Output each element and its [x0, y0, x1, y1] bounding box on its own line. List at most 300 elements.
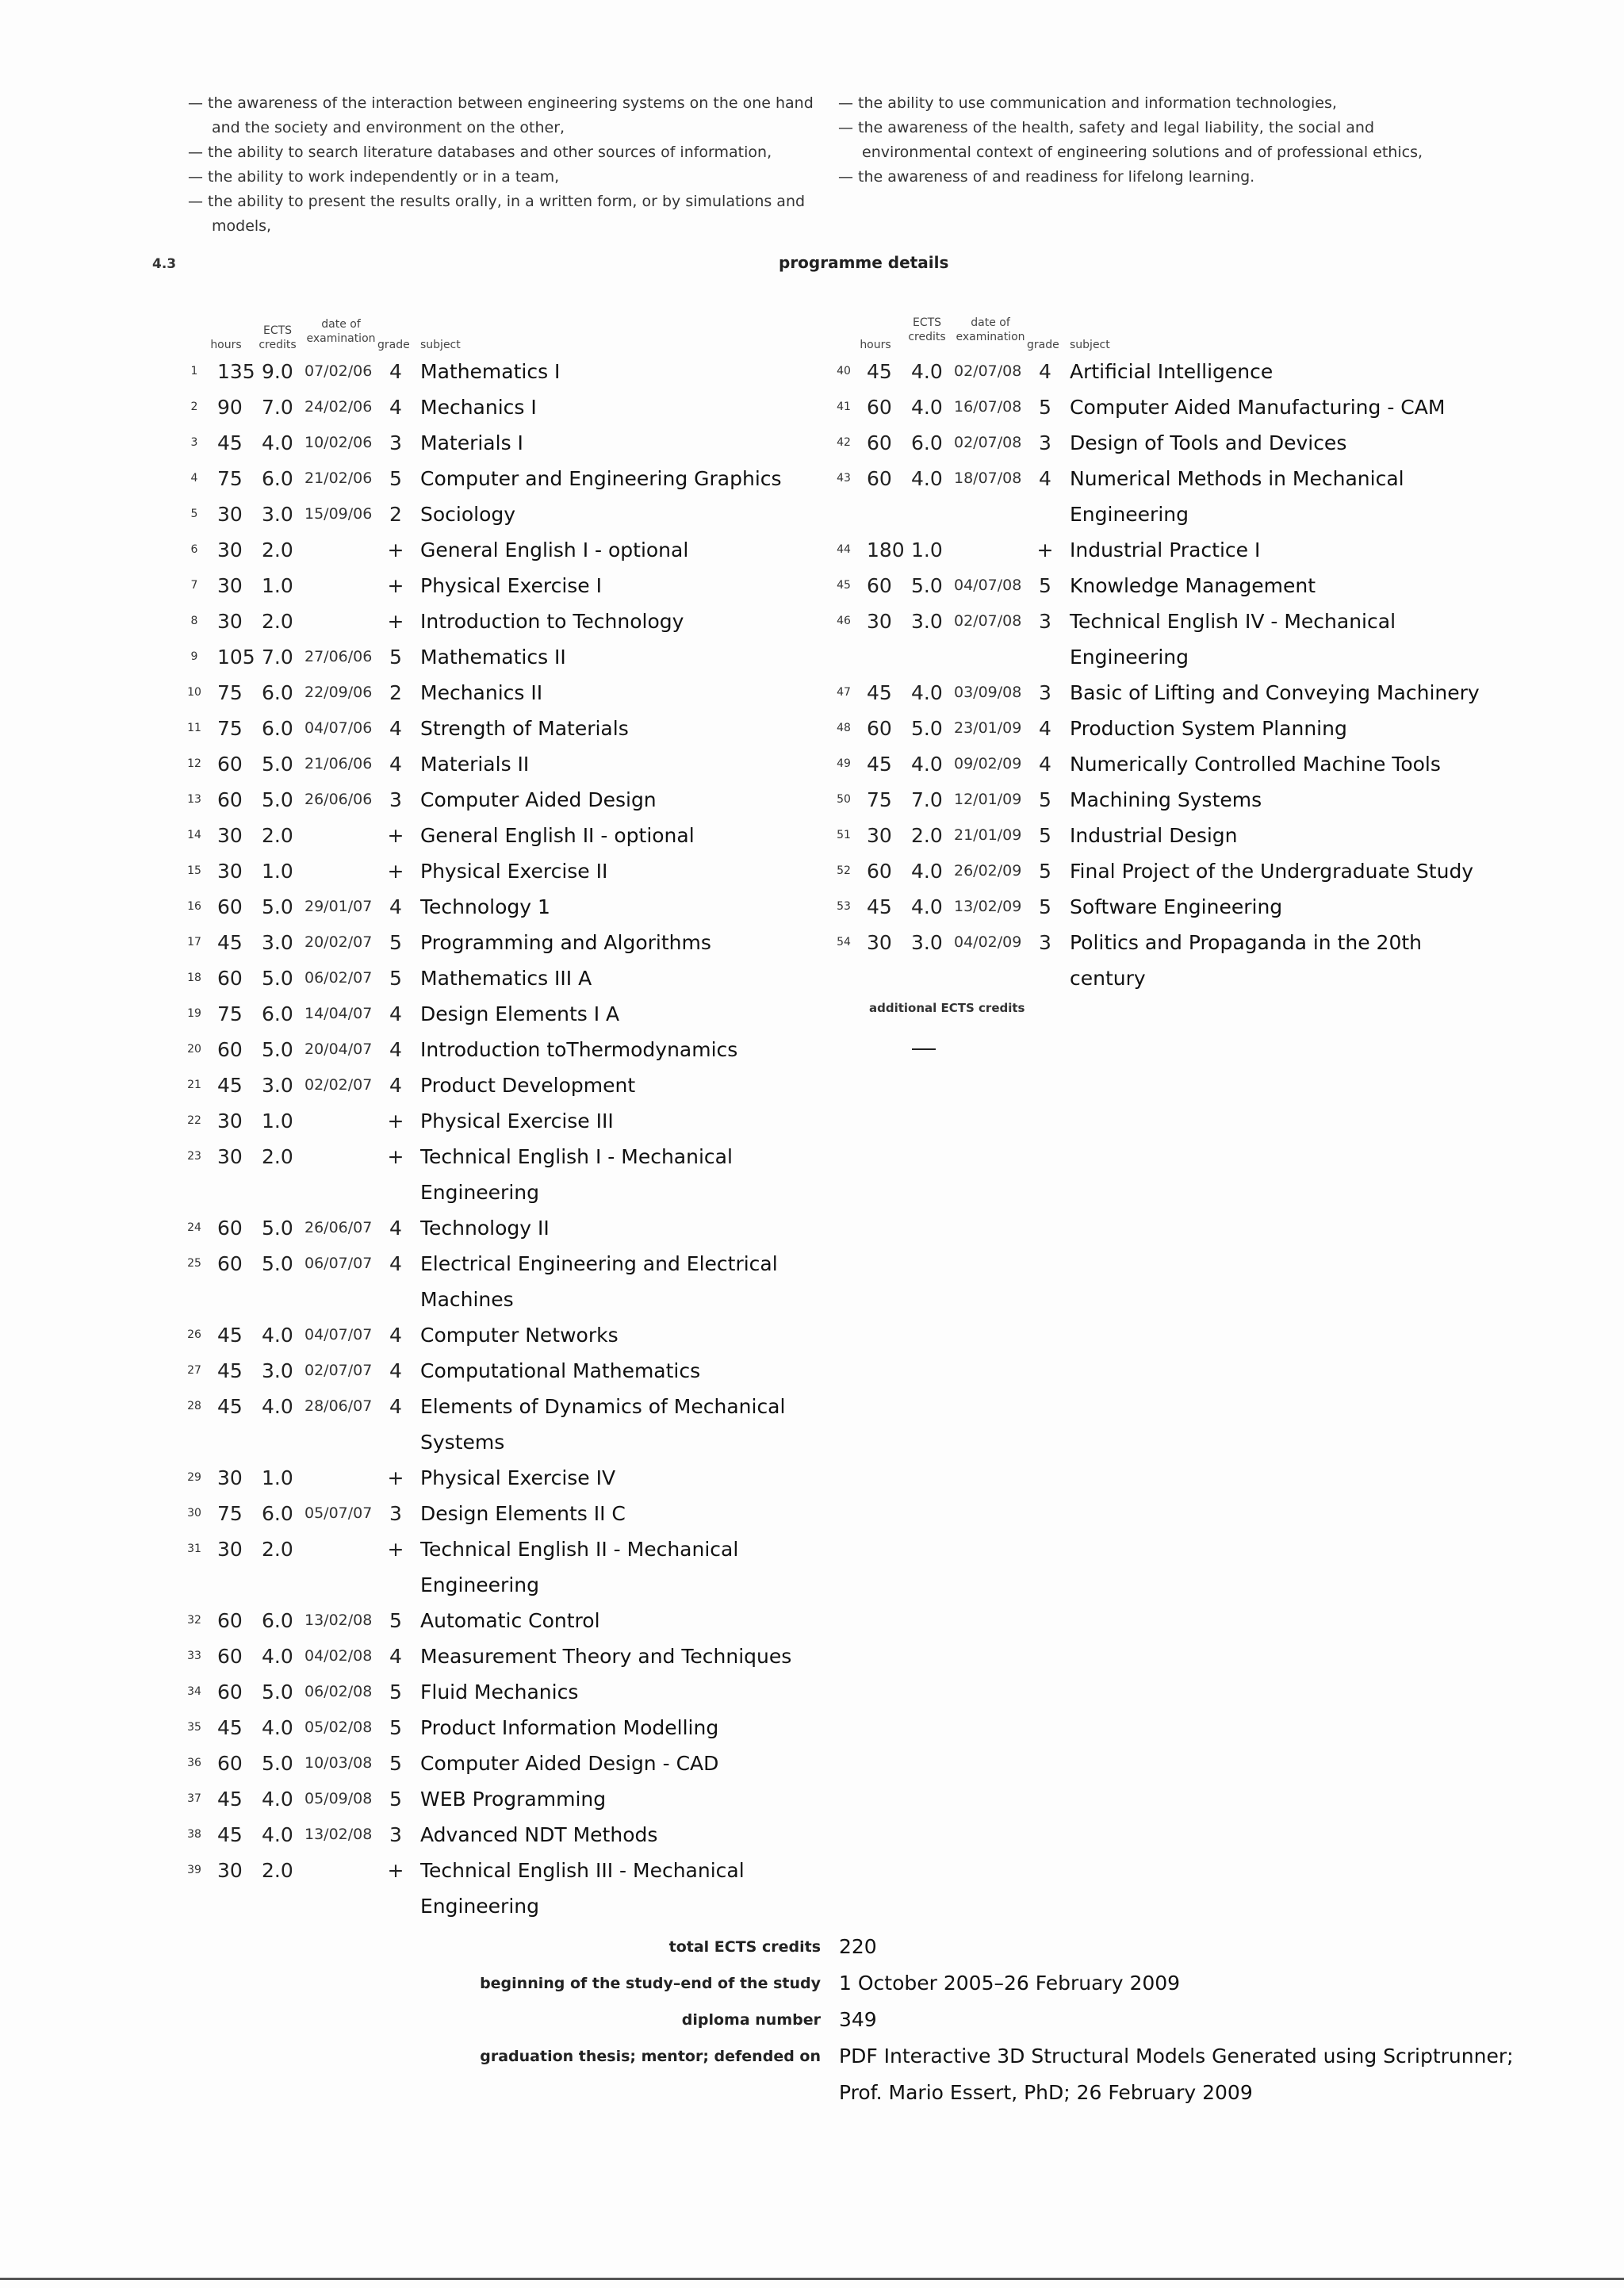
- row-grade: 3: [389, 788, 402, 811]
- row-number: 13: [187, 793, 201, 806]
- row-date: 13/02/09: [954, 898, 1022, 915]
- row-ects: 2.0: [262, 610, 293, 633]
- row-grade: 4: [389, 1252, 402, 1275]
- row-ects: 4.0: [911, 396, 943, 419]
- row-number: 52: [837, 864, 851, 877]
- row-number: 40: [837, 365, 851, 378]
- row-date: 13/02/08: [304, 1826, 373, 1843]
- table-row: [182, 782, 841, 818]
- row-grade: 5: [389, 1752, 402, 1775]
- row-ects: 1.0: [262, 574, 293, 597]
- row-hours: 180: [867, 538, 905, 561]
- row-hours: 45: [217, 931, 243, 954]
- row-ects: 1.0: [262, 1110, 293, 1133]
- table-row: [182, 1638, 841, 1674]
- row-ects: 4.0: [262, 1324, 293, 1347]
- table-row: [832, 354, 1482, 389]
- table-row: [182, 711, 841, 746]
- row-date: 02/02/07: [304, 1076, 373, 1094]
- row-ects: 2.0: [262, 1538, 293, 1561]
- row-hours: 30: [217, 1859, 243, 1882]
- row-hours: 30: [217, 1538, 243, 1561]
- row-date: 29/01/07: [304, 898, 373, 915]
- row-subject: Programming and Algorithms: [420, 931, 711, 954]
- row-number: 42: [837, 436, 851, 449]
- table-row: [182, 818, 841, 853]
- row-date: 10/02/06: [304, 434, 373, 451]
- row-date: 04/02/08: [304, 1647, 373, 1665]
- row-ects: 4.0: [262, 1716, 293, 1739]
- row-subject: Technical English I - Mechanical Engineering: [420, 1145, 733, 1204]
- table-row: [182, 568, 841, 604]
- row-ects: 2.0: [262, 824, 293, 847]
- row-number: 26: [187, 1328, 201, 1341]
- table-row: [182, 853, 841, 889]
- row-subject: Elements of Dynamics of Mechanical Systems: [420, 1395, 786, 1454]
- row-grade: 4: [389, 1645, 402, 1668]
- row-grade: 3: [389, 1823, 402, 1846]
- table-row: [832, 532, 1482, 568]
- row-grade: 3: [1039, 931, 1051, 954]
- table-row: [182, 1817, 841, 1853]
- row-subject: Software Engineering: [1070, 895, 1283, 918]
- additional-ects-label: additional ECTS credits: [869, 1001, 1025, 1015]
- row-subject: Introduction toThermodynamics: [420, 1038, 738, 1061]
- row-hours: 60: [217, 1252, 243, 1275]
- row-subject: Machining Systems: [1070, 788, 1262, 811]
- table-row: [832, 425, 1482, 461]
- row-ects: 6.0: [262, 1002, 293, 1025]
- table-row: [182, 1210, 841, 1246]
- row-date: 03/09/08: [954, 684, 1022, 701]
- table-row: [182, 604, 841, 639]
- row-subject: Introduction to Technology: [420, 610, 684, 633]
- row-number: 45: [837, 579, 851, 592]
- row-subject: Design of Tools and Devices: [1070, 431, 1347, 454]
- row-subject: Computer Networks: [420, 1324, 619, 1347]
- competence-item: — the awareness of the health, safety and legal liability, the social and environmental context of engineering solutions and of professional ethics,: [838, 119, 1423, 161]
- row-date: 04/07/08: [954, 577, 1022, 594]
- row-date: 09/02/09: [954, 755, 1022, 772]
- row-hours: 60: [217, 1038, 243, 1061]
- row-subject: Sociology: [420, 503, 516, 526]
- row-date: 14/04/07: [304, 1005, 373, 1022]
- row-hours: 30: [867, 824, 892, 847]
- row-date: 21/02/06: [304, 469, 373, 487]
- table-row: [182, 389, 841, 425]
- table-row: [182, 425, 841, 461]
- graduation-thesis-mentor: Prof. Mario Essert, PhD; 26 February 2009: [839, 2081, 1253, 2104]
- row-hours: 60: [217, 1609, 243, 1632]
- row-number: 15: [187, 864, 201, 877]
- row-date: 06/02/07: [304, 969, 373, 987]
- competences-right: [838, 91, 1449, 190]
- row-grade: 4: [389, 1217, 402, 1240]
- row-hours: 45: [867, 753, 892, 776]
- row-hours: 105: [217, 646, 255, 669]
- total-ects-value: 220: [839, 1935, 877, 1958]
- row-grade: 5: [389, 1788, 402, 1811]
- table-row: [182, 1710, 841, 1746]
- table-row: [182, 1032, 841, 1067]
- row-hours: 30: [867, 610, 892, 633]
- row-number: 21: [187, 1079, 201, 1091]
- row-hours: 75: [867, 788, 892, 811]
- row-hours: 60: [217, 1681, 243, 1704]
- row-number: 25: [187, 1257, 201, 1270]
- row-grade: 5: [389, 646, 402, 669]
- total-ects-label: total ECTS credits: [668, 1938, 821, 1956]
- row-hours: 75: [217, 717, 243, 740]
- row-number: 37: [187, 1792, 201, 1805]
- row-number: 48: [837, 722, 851, 734]
- row-ects: 4.0: [262, 1823, 293, 1846]
- row-number: 19: [187, 1007, 201, 1020]
- row-hours: 60: [217, 788, 243, 811]
- table-row: [182, 1067, 841, 1103]
- row-number: 50: [837, 793, 851, 806]
- row-subject: Computer and Engineering Graphics: [420, 467, 782, 490]
- row-grade: 5: [1039, 895, 1051, 918]
- row-date: 10/03/08: [304, 1754, 373, 1772]
- row-subject: Design Elements II C: [420, 1502, 626, 1525]
- row-subject: Numerical Methods in Mechanical Engineering: [1070, 467, 1404, 526]
- row-hours: 90: [217, 396, 243, 419]
- row-hours: 60: [867, 396, 892, 419]
- row-number: 32: [187, 1614, 201, 1627]
- row-subject: Numerically Controlled Machine Tools: [1070, 753, 1441, 776]
- row-grade: 4: [389, 1002, 402, 1025]
- row-ects: 3.0: [911, 931, 943, 954]
- row-subject: Computer Aided Design - CAD: [420, 1752, 719, 1775]
- row-hours: 60: [217, 895, 243, 918]
- row-ects: 2.0: [262, 538, 293, 561]
- row-date: 02/07/08: [954, 362, 1022, 380]
- header-grade: grade: [1027, 339, 1059, 351]
- diploma-number-label: diploma number: [681, 2011, 821, 2029]
- competence-item: — the awareness of the interaction between engineering systems on the one hand and the society and environment on the other,: [188, 94, 814, 136]
- row-ects: 4.0: [911, 860, 943, 883]
- row-subject: Advanced NDT Methods: [420, 1823, 658, 1846]
- table-row: [182, 461, 841, 496]
- row-subject: Knowledge Management: [1070, 574, 1316, 597]
- row-date: 18/07/08: [954, 469, 1022, 487]
- row-grade: 2: [389, 681, 402, 704]
- row-number: 49: [837, 757, 851, 770]
- row-ects: 6.0: [262, 467, 293, 490]
- row-subject: Physical Exercise IV: [420, 1466, 616, 1489]
- row-grade: 5: [389, 1609, 402, 1632]
- row-subject: Measurement Theory and Techniques: [420, 1645, 792, 1668]
- row-hours: 75: [217, 467, 243, 490]
- row-subject: General English I - optional: [420, 538, 689, 561]
- table-row: [182, 639, 841, 675]
- row-ects: 5.0: [262, 1252, 293, 1275]
- row-number: 39: [187, 1864, 201, 1876]
- row-ects: 1.0: [911, 538, 943, 561]
- row-ects: 3.0: [262, 1074, 293, 1097]
- row-hours: 30: [217, 860, 243, 883]
- row-hours: 45: [217, 1716, 243, 1739]
- row-date: 04/07/06: [304, 719, 373, 737]
- row-subject: Fluid Mechanics: [420, 1681, 579, 1704]
- row-subject: Production System Planning: [1070, 717, 1347, 740]
- row-hours: 30: [217, 538, 243, 561]
- row-subject: WEB Programming: [420, 1788, 607, 1811]
- row-hours: 30: [867, 931, 892, 954]
- row-grade: 5: [1039, 788, 1051, 811]
- row-number: 30: [187, 1507, 201, 1520]
- table-row: [832, 818, 1482, 853]
- competence-item: — the ability to work independently or in a team,: [188, 168, 560, 186]
- row-hours: 60: [217, 967, 243, 990]
- row-subject: Mathematics II: [420, 646, 566, 669]
- row-date: 12/01/09: [954, 791, 1022, 808]
- row-grade: +: [387, 538, 404, 561]
- row-ects: 5.0: [262, 1217, 293, 1240]
- row-number: 43: [837, 472, 851, 485]
- row-number: 24: [187, 1221, 201, 1234]
- courses-rows-right: [832, 354, 1482, 996]
- row-ects: 5.0: [262, 1752, 293, 1775]
- row-hours: 30: [217, 503, 243, 526]
- row-number: 18: [187, 972, 201, 984]
- row-hours: 45: [217, 1359, 243, 1382]
- row-ects: 5.0: [911, 574, 943, 597]
- row-number: 44: [837, 543, 851, 556]
- courses-rows-left: [182, 354, 841, 1924]
- row-grade: 5: [1039, 860, 1051, 883]
- table-row: [182, 889, 841, 925]
- row-hours: 60: [867, 860, 892, 883]
- row-subject: Computational Mathematics: [420, 1359, 701, 1382]
- row-number: 33: [187, 1650, 201, 1662]
- row-subject: Technology II: [420, 1217, 550, 1240]
- row-hours: 60: [867, 717, 892, 740]
- table-row: [182, 1853, 841, 1924]
- row-subject: Basic of Lifting and Conveying Machinery: [1070, 681, 1480, 704]
- row-grade: 4: [1039, 717, 1051, 740]
- section-title: programme details: [779, 253, 949, 272]
- courses-table-right: [832, 316, 1482, 996]
- row-grade: 4: [1039, 360, 1051, 383]
- row-date: 15/09/06: [304, 505, 373, 523]
- row-subject: Strength of Materials: [420, 717, 629, 740]
- header-hours: hours: [210, 339, 242, 351]
- graduation-thesis-label: graduation thesis; mentor; defended on: [480, 2048, 821, 2065]
- table-row: [182, 1317, 841, 1353]
- row-ects: 2.0: [911, 824, 943, 847]
- row-grade: 3: [389, 1502, 402, 1525]
- row-subject: Mathematics I: [420, 360, 561, 383]
- row-subject: Physical Exercise I: [420, 574, 602, 597]
- table-row: [182, 496, 841, 532]
- graduation-thesis-value: PDF Interactive 3D Structural Models Generated using Scriptrunner;: [839, 2045, 1514, 2068]
- row-date: 02/07/08: [954, 434, 1022, 451]
- row-hours: 75: [217, 681, 243, 704]
- row-subject: Materials I: [420, 431, 523, 454]
- competences-left: [188, 91, 822, 239]
- row-number: 34: [187, 1685, 201, 1698]
- row-subject: General English II - optional: [420, 824, 695, 847]
- diploma-number-value: 349: [839, 2008, 877, 2031]
- row-grade: 5: [1039, 824, 1051, 847]
- row-hours: 60: [217, 1217, 243, 1240]
- row-ects: 7.0: [911, 788, 943, 811]
- row-hours: 75: [217, 1002, 243, 1025]
- row-number: 8: [190, 615, 198, 627]
- row-date: 04/02/09: [954, 933, 1022, 951]
- row-hours: 30: [217, 1145, 243, 1168]
- row-ects: 9.0: [262, 360, 293, 383]
- row-subject: Computer Aided Manufacturing - CAM: [1070, 396, 1446, 419]
- table-row: [182, 1103, 841, 1139]
- row-number: 23: [187, 1150, 201, 1163]
- row-subject: Materials II: [420, 753, 530, 776]
- row-date: 13/02/08: [304, 1612, 373, 1629]
- table-row: [832, 746, 1482, 782]
- row-hours: 60: [867, 431, 892, 454]
- table-row: [832, 711, 1482, 746]
- row-ects: 6.0: [911, 431, 943, 454]
- row-grade: +: [387, 1538, 404, 1561]
- row-date: 16/07/08: [954, 398, 1022, 416]
- row-date: 05/09/08: [304, 1790, 373, 1807]
- row-date: 05/07/07: [304, 1504, 373, 1522]
- row-grade: 5: [1039, 396, 1051, 419]
- row-date: 20/02/07: [304, 933, 373, 951]
- row-number: 38: [187, 1828, 201, 1841]
- table-row: [182, 925, 841, 960]
- row-ects: 6.0: [262, 1502, 293, 1525]
- row-number: 35: [187, 1721, 201, 1734]
- row-ects: 2.0: [262, 1145, 293, 1168]
- row-subject: Technical English II - Mechanical Engineering: [420, 1538, 739, 1596]
- table-row: [182, 746, 841, 782]
- courses-table-left: [182, 316, 841, 1924]
- row-subject: Product Development: [420, 1074, 636, 1097]
- row-ects: 5.0: [262, 753, 293, 776]
- row-hours: 75: [217, 1502, 243, 1525]
- row-grade: 5: [389, 1716, 402, 1739]
- row-date: 24/02/06: [304, 398, 373, 416]
- row-grade: 4: [389, 895, 402, 918]
- row-ects: 1.0: [262, 1466, 293, 1489]
- row-grade: 4: [389, 1074, 402, 1097]
- row-subject: Physical Exercise III: [420, 1110, 614, 1133]
- row-grade: +: [387, 574, 404, 597]
- row-hours: 45: [217, 431, 243, 454]
- row-hours: 30: [217, 1110, 243, 1133]
- row-subject: Final Project of the Undergraduate Study: [1070, 860, 1474, 883]
- table-row: [182, 1531, 841, 1603]
- row-subject: Technical English III - Mechanical Engineering: [420, 1859, 745, 1918]
- row-grade: +: [387, 1859, 404, 1882]
- header-hours: hours: [860, 339, 891, 351]
- row-grade: 2: [389, 503, 402, 526]
- table-row: [182, 1781, 841, 1817]
- row-hours: 60: [217, 753, 243, 776]
- table-row: [832, 889, 1482, 925]
- row-number: 10: [187, 686, 201, 699]
- table-row: [182, 354, 841, 389]
- table-row: [182, 1496, 841, 1531]
- row-ects: 6.0: [262, 681, 293, 704]
- row-grade: 3: [1039, 610, 1051, 633]
- row-subject: Industrial Design: [1070, 824, 1238, 847]
- row-grade: 4: [389, 1324, 402, 1347]
- row-hours: 30: [217, 1466, 243, 1489]
- row-ects: 5.0: [262, 967, 293, 990]
- row-number: 16: [187, 900, 201, 913]
- row-number: 6: [190, 543, 198, 556]
- row-grade: 4: [389, 1359, 402, 1382]
- row-subject: Mathematics III A: [420, 967, 592, 990]
- table-row: [182, 1353, 841, 1389]
- row-grade: +: [387, 1466, 404, 1489]
- row-subject: Computer Aided Design: [420, 788, 657, 811]
- row-hours: 30: [217, 574, 243, 597]
- table-row: [832, 675, 1482, 711]
- row-hours: 60: [217, 1752, 243, 1775]
- row-number: 11: [187, 722, 201, 734]
- row-hours: 135: [217, 360, 255, 383]
- row-date: 02/07/08: [954, 612, 1022, 630]
- table-row: [182, 1246, 841, 1317]
- row-subject: Design Elements I A: [420, 1002, 620, 1025]
- row-grade: 3: [389, 431, 402, 454]
- row-number: 7: [190, 579, 198, 592]
- table-row: [832, 853, 1482, 889]
- row-grade: 4: [389, 717, 402, 740]
- row-grade: +: [387, 1110, 404, 1133]
- row-grade: 4: [389, 1395, 402, 1418]
- section-number: 4.3: [152, 256, 177, 272]
- row-hours: 45: [867, 895, 892, 918]
- row-number: 36: [187, 1757, 201, 1769]
- row-grade: 5: [389, 931, 402, 954]
- table-row: [832, 568, 1482, 604]
- row-ects: 6.0: [262, 717, 293, 740]
- row-date: 28/06/07: [304, 1397, 373, 1415]
- row-date: 23/01/09: [954, 719, 1022, 737]
- row-grade: 5: [389, 467, 402, 490]
- page-bottom-rule: [0, 2278, 1624, 2280]
- table-row: [182, 960, 841, 996]
- row-hours: 45: [217, 1823, 243, 1846]
- row-hours: 30: [217, 824, 243, 847]
- row-ects: 4.0: [911, 360, 943, 383]
- row-ects: 7.0: [262, 396, 293, 419]
- row-date: 05/02/08: [304, 1719, 373, 1736]
- study-period-value: 1 October 2005–26 February 2009: [839, 1972, 1181, 1995]
- row-date: 27/06/06: [304, 648, 373, 665]
- row-ects: 5.0: [262, 788, 293, 811]
- row-ects: 5.0: [262, 895, 293, 918]
- header-ects: ECTS credits: [259, 324, 297, 351]
- table-row: [832, 925, 1482, 996]
- header-ects: ECTS credits: [908, 316, 946, 343]
- competence-item: — the ability to present the results orally, in a written form, or by simulations and models,: [188, 193, 806, 235]
- row-number: 5: [190, 508, 198, 520]
- row-hours: 60: [217, 1645, 243, 1668]
- row-ects: 4.0: [262, 431, 293, 454]
- row-hours: 45: [217, 1788, 243, 1811]
- row-subject: Product Information Modelling: [420, 1716, 719, 1739]
- row-grade: +: [387, 824, 404, 847]
- row-number: 46: [837, 615, 851, 627]
- row-number: 4: [190, 472, 198, 485]
